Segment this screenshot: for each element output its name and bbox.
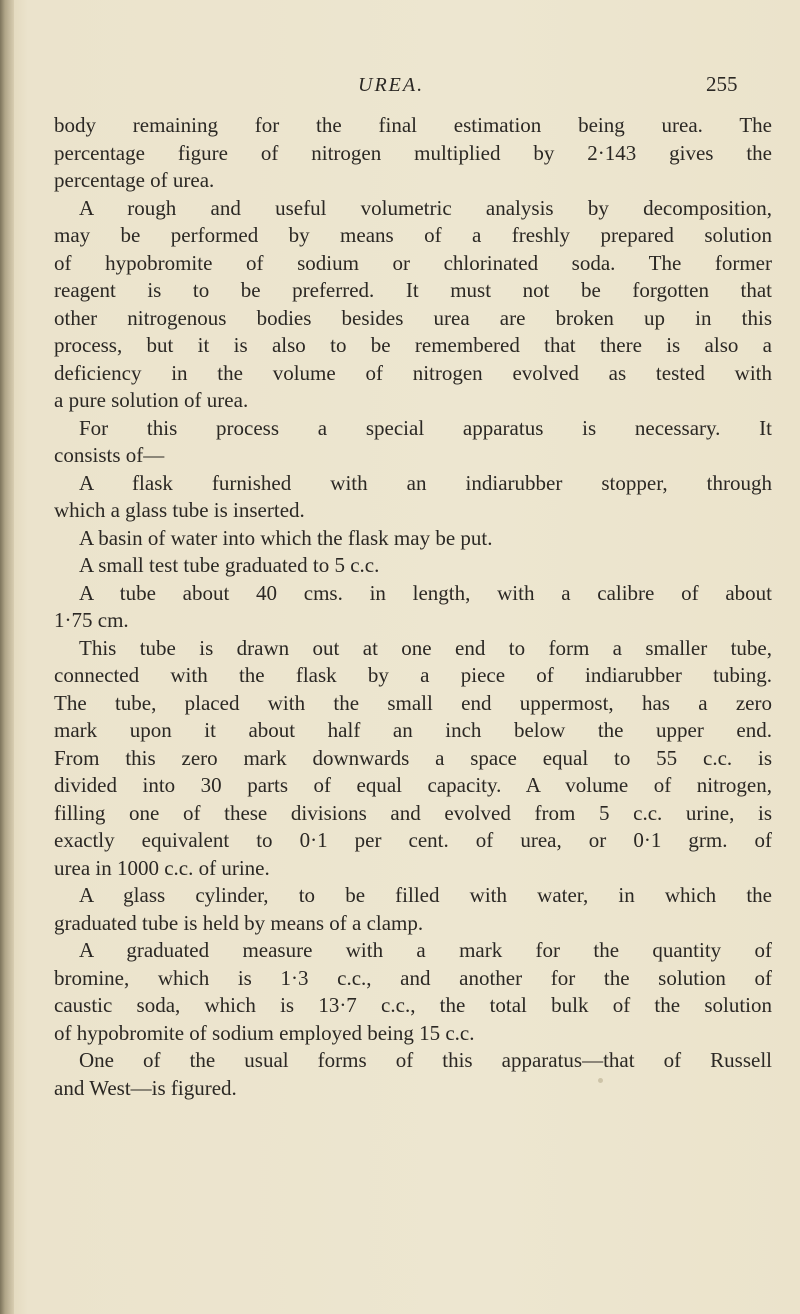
text-line: 1·75 cm.	[54, 608, 129, 632]
text-line: graduated tube is held by means of a clamp.	[54, 910, 424, 935]
text-line: The tube, placed with the small end uppermost, has a zero	[54, 690, 772, 715]
text-line: divided into 30 parts of equal capacity. A volume of nitrogen,	[54, 773, 772, 797]
text-line: A basin of water into which the flask may be put.	[79, 525, 493, 550]
text-line: may be performed by means of a freshly prepared solution	[54, 223, 772, 247]
text-line: A small test tube graduated to 5 c.c.	[79, 553, 380, 577]
text-line: a pure solution of urea.	[54, 388, 249, 412]
text-line: A glass cylinder, to be filled with water, in which the	[79, 883, 772, 907]
text-line: exactly equivalent to 0·1 per cent. of urea, or 0·1 grm. of	[54, 828, 772, 852]
text-line: body remaining for the final estimation being urea. The	[54, 113, 772, 137]
text-line: A graduated measure with a mark for the quantity of	[79, 938, 772, 962]
text-line: consists of—	[54, 443, 165, 467]
text-line: process, but it is also to be remembered that there is also a	[54, 333, 772, 357]
text-line: A rough and useful volumetric analysis by decomposition,	[79, 195, 772, 220]
running-head: UREA.	[358, 74, 425, 96]
page-number: 255	[706, 72, 738, 96]
text-line: other nitrogenous bodies besides urea are broken up in this	[54, 305, 772, 330]
text-line: bromine, which is 1·3 c.c., and another for the solution of	[54, 965, 772, 990]
paper-spot	[598, 1078, 603, 1083]
text-line: One of the usual forms of this apparatus—that of Russell	[79, 1048, 772, 1072]
text-line: which a glass tube is inserted.	[54, 498, 305, 522]
text-line: reagent is to be preferred. It must not be forgotten that	[54, 278, 772, 302]
text-line: of hypobromite of sodium employed being 15 c.c.	[54, 1020, 475, 1045]
text-line: A flask furnished with an indiarubber stopper, through	[79, 470, 772, 495]
text-line: filling one of these divisions and evolved from 5 c.c. urine, is	[54, 800, 772, 825]
text-line: A tube about 40 cms. in length, with a calibre of about	[79, 580, 772, 605]
page-header	[0, 74, 800, 100]
text-line: mark upon it about half an inch below the upper end.	[54, 718, 772, 742]
binding-shadow	[0, 0, 14, 1314]
text-line: urea in 1000 c.c. of urine.	[54, 855, 270, 880]
text-line: This tube is drawn out at one end to form a smaller tube,	[79, 635, 772, 660]
text-line: From this zero mark downwards a space equal to 55 c.c. is	[54, 745, 772, 770]
text-line: connected with the flask by a piece of indiarubber tubing.	[54, 663, 772, 687]
text-line: For this process a special apparatus is necessary. It	[79, 415, 772, 440]
body-text	[54, 112, 772, 1102]
text-line: and West—is figured.	[54, 1075, 237, 1100]
text-line: caustic soda, which is 13·7 c.c., the total bulk of the solution	[54, 993, 772, 1017]
text-line: percentage of urea.	[54, 168, 215, 192]
text-line: deficiency in the volume of nitrogen evolved as tested with	[54, 360, 772, 385]
text-line: percentage figure of nitrogen multiplied by 2·143 gives the	[54, 140, 772, 165]
text-line: of hypobromite of sodium or chlorinated soda. The former	[54, 250, 772, 275]
